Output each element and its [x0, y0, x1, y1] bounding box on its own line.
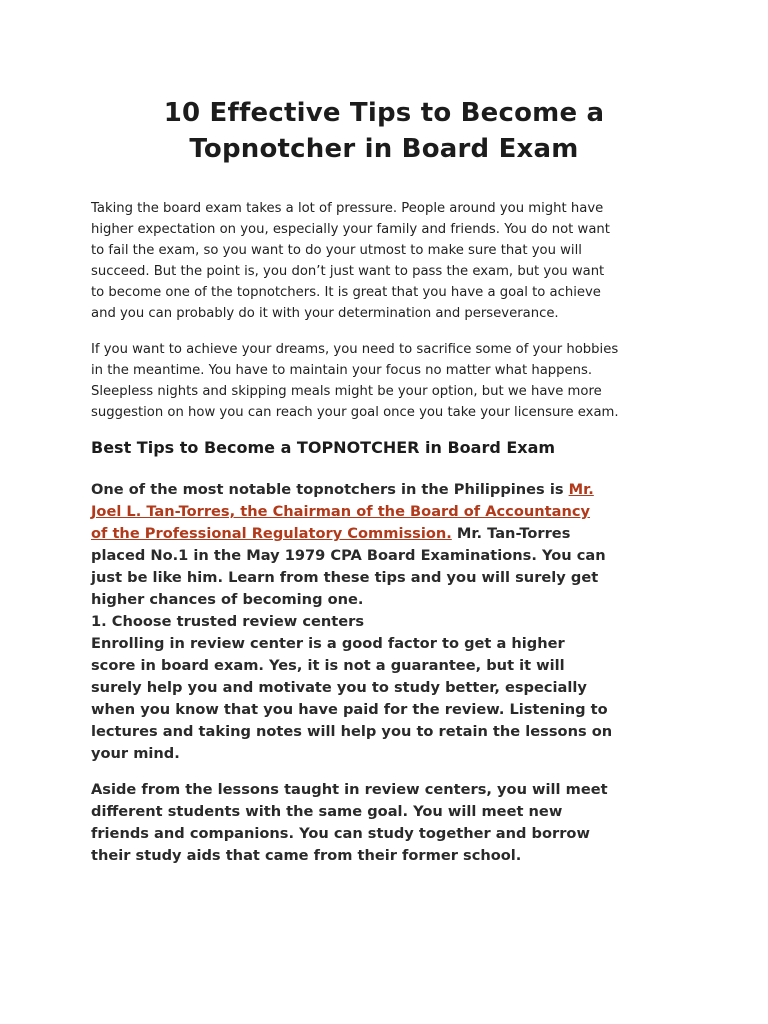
body-paragraph-2: [91, 779, 691, 867]
body-p2-line: different students with the same goal. You will meet new: [91, 803, 563, 820]
body-p2-line: Aside from the lessons taught in review centers, you will meet: [91, 781, 608, 798]
intro-p1-line: higher expectation on you, especially your family and friends. You do not want: [91, 222, 610, 237]
intro-p2-line: suggestion on how you can reach your goal once you take your licensure exam.: [91, 405, 619, 420]
chairman-link-part-2[interactable]: Joel L. Tan-Torres, the Chairman of the Board of Accountancy: [91, 503, 590, 520]
page-title: [110, 95, 658, 167]
chairman-link-part-1[interactable]: Mr.: [568, 481, 594, 498]
body-p1-line: just be like him. Learn from these tips and you will surely get: [91, 569, 599, 586]
body-p1-line-3: [91, 523, 691, 545]
body-p1-text: One of the most notable topnotchers in the Philippines is: [91, 481, 569, 498]
body-p2-line: their study aids that came from their former school.: [91, 847, 522, 864]
intro-p2-line: in the meantime. You have to maintain your focus no matter what happens.: [91, 363, 593, 378]
intro-p2-line: If you want to achieve your dreams, you need to sacrifice some of your hobbies: [91, 342, 619, 357]
title-line-2: Topnotcher in Board Exam: [189, 134, 579, 164]
body-p1-line: score in board exam. Yes, it is not a guarantee, but it will: [91, 657, 565, 674]
body-p1-line: Enrolling in review center is a good factor to get a higher: [91, 635, 565, 652]
intro-p1-line: to become one of the topnotchers. It is great that you have a goal to achieve: [91, 285, 601, 300]
intro-paragraph-2: [91, 339, 683, 423]
body-p1-line-2: [91, 501, 691, 523]
chairman-link-part-3[interactable]: of the Professional Regulatory Commission.: [91, 525, 452, 542]
body-p2-line: friends and companions. You can study together and borrow: [91, 825, 590, 842]
intro-p1-line: and you can probably do it with your determination and perseverance.: [91, 306, 559, 321]
body-paragraph-1: [91, 479, 691, 765]
body-p1-line: lectures and taking notes will help you to retain the lessons on: [91, 723, 613, 740]
body-p1-line: placed No.1 in the May 1979 CPA Board Examinations. You can: [91, 547, 606, 564]
tip-heading-1: 1. Choose trusted review centers: [91, 613, 365, 630]
body-p1-line-1: [91, 479, 691, 501]
intro-p1-line: to fail the exam, so you want to do your utmost to make sure that you will: [91, 243, 582, 258]
intro-p1-line: succeed. But the point is, you don’t just want to pass the exam, but you want: [91, 264, 605, 279]
body-p1-text: Mr. Tan-Torres: [451, 525, 571, 542]
section-heading: Best Tips to Become a TOPNOTCHER in Board Exam: [91, 438, 556, 457]
body-p1-line: when you know that you have paid for the review. Listening to: [91, 701, 608, 718]
intro-p2-line: Sleepless nights and skipping meals might be your option, but we have more: [91, 384, 602, 399]
body-p1-line: surely help you and motivate you to study better, especially: [91, 679, 587, 696]
body-p1-line: higher chances of becoming one.: [91, 591, 364, 608]
body-p1-line: your mind.: [91, 745, 180, 762]
intro-p1-line: Taking the board exam takes a lot of pressure. People around you might have: [91, 201, 604, 216]
intro-paragraph-1: [91, 198, 683, 324]
title-line-1: 10 Effective Tips to Become a: [163, 98, 605, 128]
